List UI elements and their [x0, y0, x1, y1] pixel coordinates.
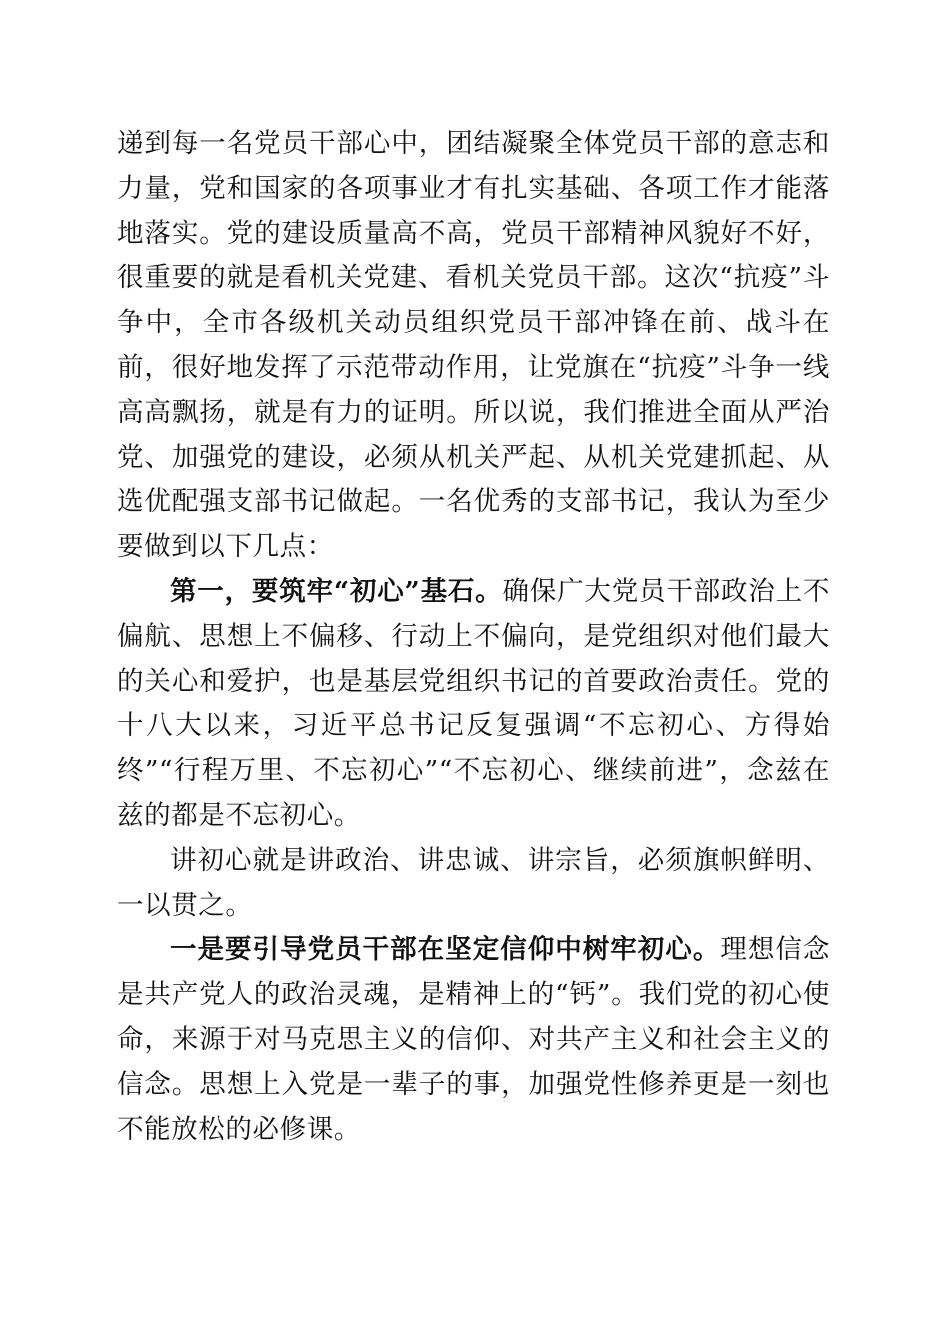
- paragraph-sub-point-one: [117, 928, 830, 1152]
- paragraph-heading: 一是要引导党员干部在坚定信仰中树牢初心。: [170, 934, 721, 966]
- document-body: [117, 122, 830, 1152]
- paragraph-heading: 第一，要筑牢“初心”基石。: [170, 575, 503, 607]
- paragraph-text: 讲初心就是讲政治、讲忠诚、讲宗旨，必须旗帜鲜明、一以贯之。: [117, 844, 830, 921]
- paragraph-text: 确保广大党员干部政治上不偏航、思想上不偏移、行动上不偏向，是党组织对他们最大的关心和爱护，也是基层党组织书记的首要政治责任。党的十八大以来，习近平总书记反复强调“不忘初心、方得始终”“行程万里、不忘初心”“不忘初心、继续前进”，念兹在兹的都是不忘初心。: [117, 575, 830, 831]
- paragraph-text: 递到每一名党员干部心中，团结凝聚全体党员干部的意志和力量，党和国家的各项事业才有扎实基础、各项工作才能落地落实。党的建设质量高不高，党员干部精神风貌好不好，很重要的就是看机关党建、看机关党员干部。这次“抗疫”斗争中，全市各级机关动员组织党员干部冲锋在前、战斗在前，很好地发挥了示范带动作用，让党旗在“抗疫”斗争一线高高飘扬，就是有力的证明。所以说，我们推进全面从严治党、加强党的建设，必须从机关严起、从机关党建抓起、从选优配强支部书记做起。一名优秀的支部书记，我认为至少要做到以下几点：: [117, 128, 830, 563]
- paragraph-initial-heart: [117, 839, 830, 929]
- paragraph-first-point: [117, 570, 830, 839]
- paragraph-text: 理想信念是共产党人的政治灵魂，是精神上的“钙”。我们党的初心使命，来源于对马克思主义的信仰、对共产主义和社会主义的信念。思想上入党是一辈子的事，加强党性修养更是一刻也不能放松的必修课。: [117, 934, 830, 1145]
- paragraph-continuation: [117, 122, 830, 570]
